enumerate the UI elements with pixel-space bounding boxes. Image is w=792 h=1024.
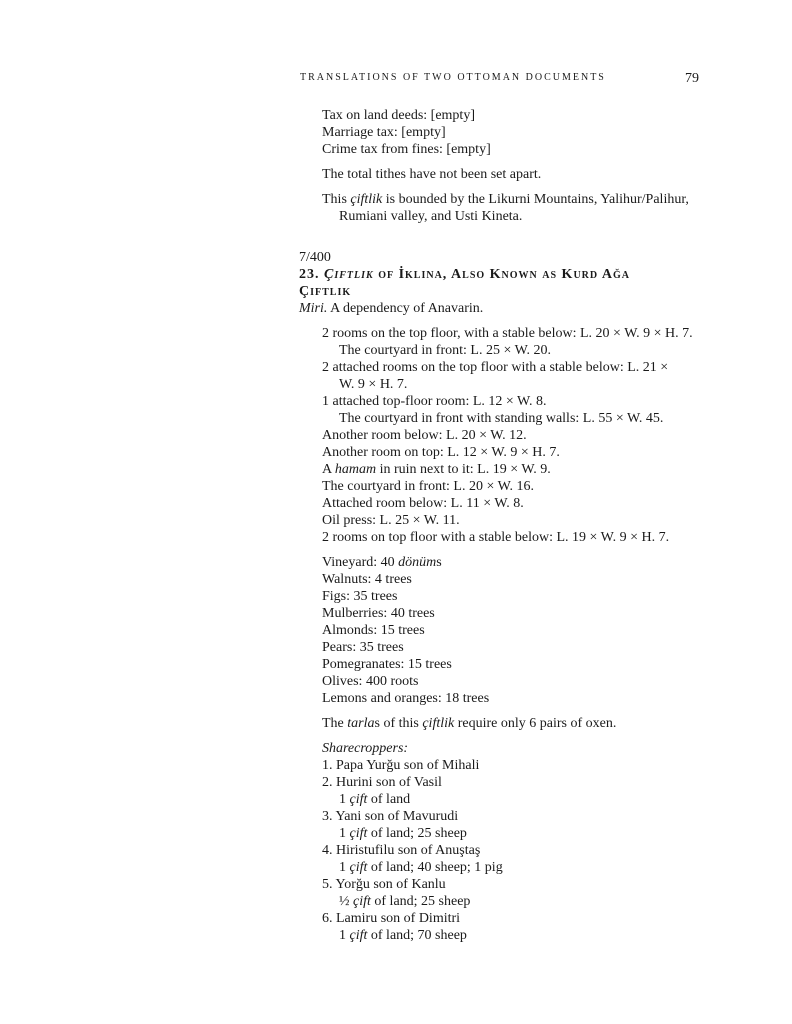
sharecropper-name: 4. Hiristufilu son of Anuştaş [322, 843, 481, 858]
page-number: 79 [685, 71, 699, 86]
term-italic: çift [349, 860, 368, 875]
text-span: of land; 70 sheep [367, 928, 467, 943]
text-span: The [322, 716, 348, 731]
page-body [299, 107, 709, 944]
room-line: 2 rooms on top floor with a stable below: L. 19 × W. 9 × H. 7. [322, 530, 670, 545]
text-span: require only 6 pairs of oxen. [454, 716, 617, 731]
entry-title [299, 266, 709, 283]
term-italic: çiftlik [350, 192, 383, 207]
text-span: 1 [339, 860, 350, 875]
room-line: 2 rooms on the top floor, with a stable below: L. 20 × W. 9 × H. 7. [322, 326, 693, 341]
sharecropper-holding [299, 927, 709, 944]
heading-italic: Sharecroppers: [322, 741, 409, 756]
bounds-paragraph [299, 191, 709, 208]
room-line: Another room on top: L. 12 × W. 9 × H. 7. [322, 445, 560, 460]
miri-line [299, 300, 709, 317]
term-italic: tarla [347, 716, 375, 731]
tax-line: Crime tax from fines: [empty] [322, 142, 491, 157]
tithes-note: The total tithes have not been set apart. [322, 167, 542, 182]
text-span: s [436, 555, 442, 570]
tax-line: Tax on land deeds: [empty] [322, 108, 475, 123]
text-span: Vineyard: 40 [322, 555, 399, 570]
tax-list [299, 107, 709, 158]
room-line: The courtyard in front: L. 20 × W. 16. [322, 479, 535, 494]
sharecropper-name: 6. Lamiru son of Dimitri [322, 911, 461, 926]
term-italic: hamam [334, 462, 377, 477]
room-line: W. 9 × H. 7. [339, 377, 408, 392]
sharecropper-name: 5. Yorğu son of Kanlu [322, 877, 446, 892]
title-term: Çiftlik [324, 267, 374, 282]
term-italic: çift [349, 928, 368, 943]
term-italic: dönüm [398, 555, 437, 570]
bounds-continuation: Rumiani valley, and Usti Kineta. [339, 209, 523, 224]
text-span: in ruin next to it: L. 19 × W. 9. [376, 462, 551, 477]
rooms-list [299, 325, 709, 546]
term-italic: çiftlik [422, 716, 455, 731]
room-line: Another room below: L. 20 × W. 12. [322, 428, 527, 443]
sharecropper-name: 2. Hurini son of Vasil [322, 775, 442, 790]
produce-line [299, 554, 709, 571]
produce-line: Figs: 35 trees [322, 589, 398, 604]
produce-line: Olives: 400 roots [322, 674, 419, 689]
room-line: Oil press: L. 25 × W. 11. [322, 513, 460, 528]
text-span: This [322, 192, 351, 207]
text-span: A [322, 462, 335, 477]
sharecropper-holding [299, 859, 709, 876]
text-span: of land; 25 sheep [370, 894, 471, 909]
produce-line: Almonds: 15 trees [322, 623, 425, 638]
room-line: The courtyard in front: L. 25 × W. 20. [339, 343, 552, 358]
sharecropper-holding [299, 791, 709, 808]
sharecroppers-heading [299, 740, 709, 757]
text-span: s of this [374, 716, 423, 731]
miri-term: Miri. [299, 301, 328, 316]
text-span: ½ [339, 894, 353, 909]
room-line: The courtyard in front with standing walls: L. 55 × W. 45. [339, 411, 664, 426]
produce-list [299, 554, 709, 707]
oxen-line [299, 715, 709, 732]
term-italic: çift [353, 894, 371, 909]
text-span: is bounded by the Likurni Mountains, Yalihur/Palihur, [382, 192, 689, 207]
room-line: Attached room below: L. 11 × W. 8. [322, 496, 524, 511]
miri-rest: A dependency of Anavarin. [327, 301, 484, 316]
text-span: 1 [339, 826, 350, 841]
room-line [299, 461, 709, 478]
text-span: of land; 25 sheep [367, 826, 467, 841]
text-span: of land [367, 792, 411, 807]
sharecropper-holding [299, 825, 709, 842]
sharecropper-holding [299, 893, 709, 910]
sharecroppers-section [299, 740, 709, 944]
text-span: of land; 40 sheep; 1 pig [367, 860, 503, 875]
entry-title-line2: Çiftlik [299, 284, 352, 299]
room-line: 1 attached top-floor room: L. 12 × W. 8. [322, 394, 547, 409]
tax-line: Marriage tax: [empty] [322, 125, 446, 140]
produce-line: Walnuts: 4 trees [322, 572, 412, 587]
running-header: TRANSLATIONS OF TWO OTTOMAN DOCUMENTS [300, 72, 606, 83]
text-span: 1 [339, 792, 350, 807]
produce-line: Pomegranates: 15 trees [322, 657, 452, 672]
produce-line: Pears: 35 trees [322, 640, 404, 655]
term-italic: çift [349, 826, 368, 841]
sharecropper-name: 3. Yani son of Mavurudi [322, 809, 459, 824]
entry-number: 23. [299, 267, 320, 282]
term-italic: çift [349, 792, 368, 807]
entry-reference: 7/400 [299, 250, 331, 265]
text-span: 1 [339, 928, 350, 943]
produce-line: Lemons and oranges: 18 trees [322, 691, 490, 706]
sharecropper-name: 1. Papa Yurğu son of Mihali [322, 758, 480, 773]
title-rest: of İklina, Also Known as Kurd Ağa [373, 267, 630, 282]
room-line: 2 attached rooms on the top floor with a stable below: L. 21 × [322, 360, 669, 375]
produce-line: Mulberries: 40 trees [322, 606, 435, 621]
